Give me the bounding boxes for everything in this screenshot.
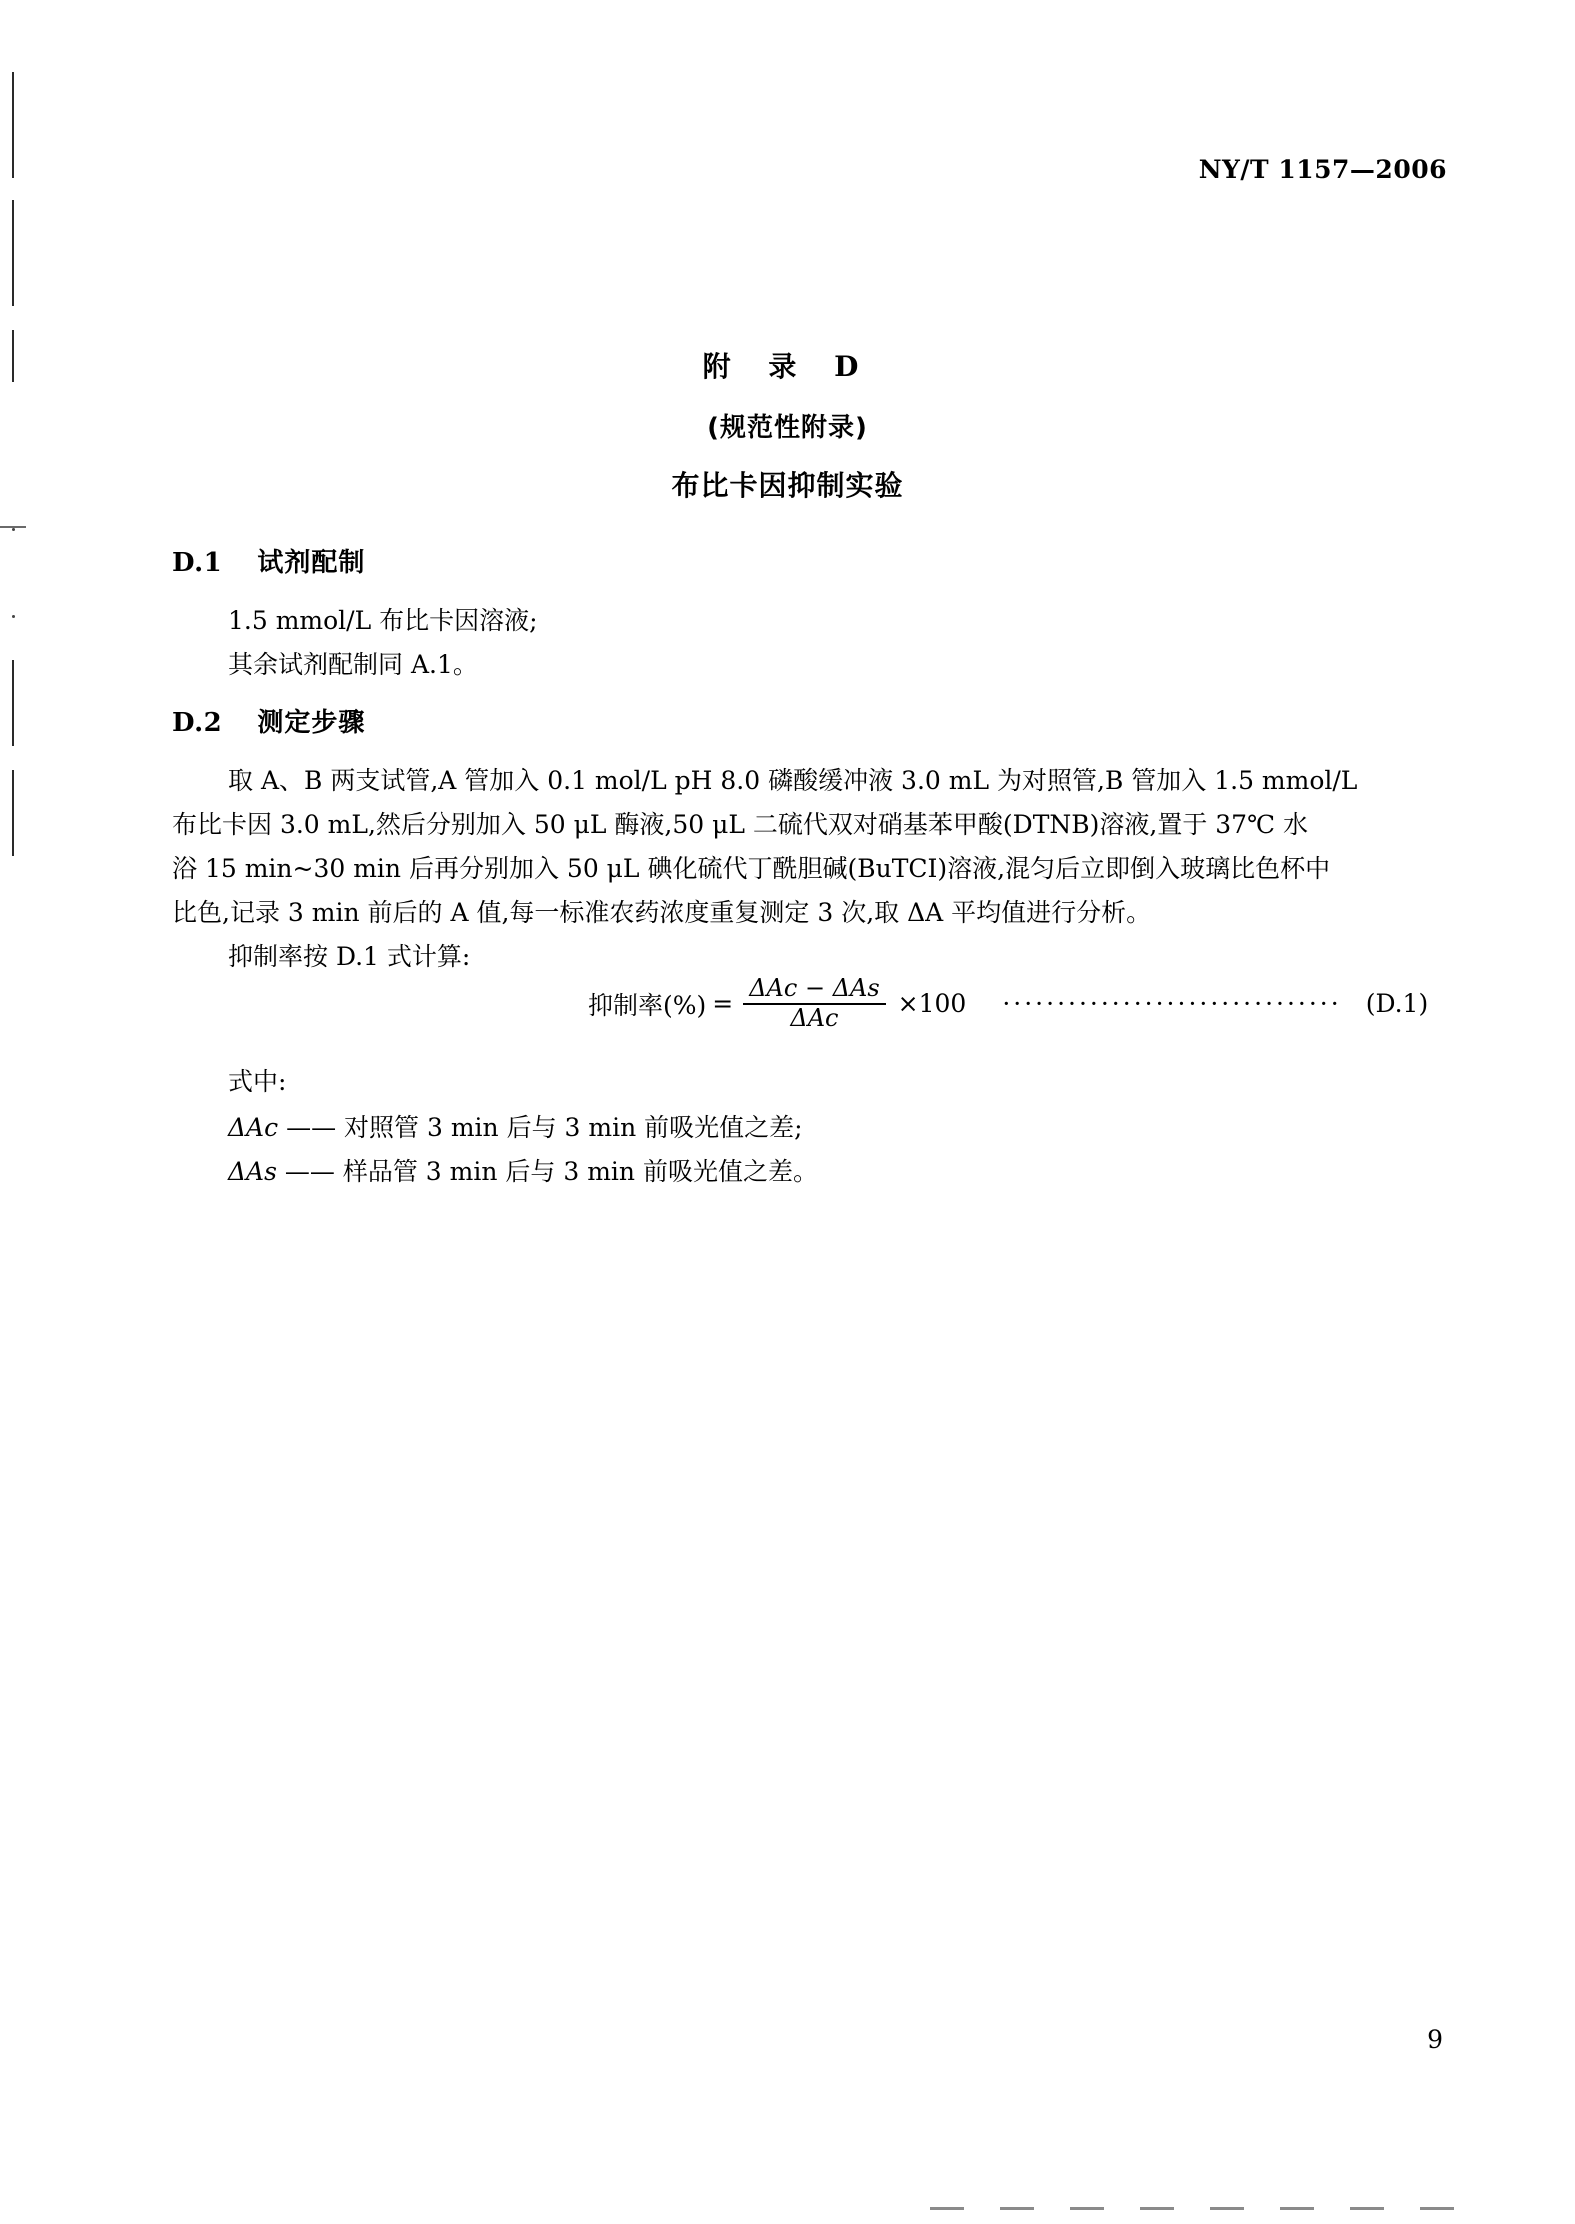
section-d2-line-3: 浴 15 min~30 min 后再分别加入 50 μL 碘化硫代丁酰胆碱(BuTCI)溶液,混匀后立即倒入玻璃比色杯中 xyxy=(172,854,1331,883)
where-dash: —— xyxy=(286,1113,337,1142)
section-d2-line-1: 取 A、B 两支试管,A 管加入 0.1 mol/L pH 8.0 磷酸缓冲液 3.0 mL 为对照管,B 管加入 1.5 mmol/L xyxy=(228,766,1358,795)
annex-kind: (规范性附录) xyxy=(707,413,868,443)
edge-mark xyxy=(1280,2207,1314,2210)
section-number-d1: D.1 xyxy=(172,548,223,578)
where-symbol: ΔAc xyxy=(228,1113,279,1142)
where-item-delta-ac xyxy=(228,1108,803,1144)
section-heading-d1 xyxy=(172,542,365,579)
formula-equals: = xyxy=(712,989,734,1019)
margin-dot xyxy=(12,528,15,531)
where-definition: 对照管 3 min 后与 3 min 前吸光值之差; xyxy=(344,1113,803,1142)
edge-mark xyxy=(1070,2207,1104,2210)
section-d2-line-2: 布比卡因 3.0 mL,然后分别加入 50 μL 酶液,50 μL 二硫代双对硝基苯甲酸(DTNB)溶液,置于 37℃ 水 xyxy=(172,810,1309,839)
formula-fraction xyxy=(743,975,885,1032)
margin-tick xyxy=(12,200,14,306)
formula-reference: (D.1) xyxy=(1365,989,1429,1019)
where-symbol: ΔAs xyxy=(228,1157,277,1186)
margin-tick xyxy=(12,660,14,746)
running-header-standard-number: NY/T 1157—2006 xyxy=(1198,155,1447,184)
where-dash: —— xyxy=(284,1157,335,1186)
annex-title-block xyxy=(0,345,1575,504)
where-lead: 式中: xyxy=(228,1067,287,1096)
section-number-d2: D.2 xyxy=(172,708,223,738)
formula-lead: 抑制率(%) xyxy=(588,990,707,1020)
where-item-delta-as xyxy=(228,1152,818,1188)
margin-tick xyxy=(12,72,14,178)
section-title-d2: 测定步骤 xyxy=(257,708,366,738)
edge-mark xyxy=(1350,2207,1384,2210)
section-d1-line-2: 其余试剂配制同 A.1。 xyxy=(228,650,478,679)
margin-dot xyxy=(12,615,15,618)
annex-name: 布比卡因抑制实验 xyxy=(671,469,904,502)
formula-numerator: ΔAc − ΔAs xyxy=(749,974,880,1002)
section-d2-line-5: 抑制率按 D.1 式计算: xyxy=(228,942,471,971)
margin-tick xyxy=(12,770,14,856)
annex-label: 附 录 D xyxy=(702,350,873,383)
formula-tail: ×100 xyxy=(897,989,967,1019)
section-d1-line-1: 1.5 mmol/L 布比卡因溶液; xyxy=(228,606,538,635)
formula-d1 xyxy=(0,975,1575,1032)
margin-dash xyxy=(0,526,26,528)
edge-mark xyxy=(1000,2207,1034,2210)
formula-leader-dots: ······························· xyxy=(1002,989,1342,1019)
where-definition: 样品管 3 min 后与 3 min 前吸光值之差。 xyxy=(342,1157,818,1186)
edge-mark xyxy=(930,2207,964,2210)
section-title-d1: 试剂配制 xyxy=(257,548,366,578)
edge-mark xyxy=(1210,2207,1244,2210)
section-d2-line-4: 比色,记录 3 min 前后的 A 值,每一标准农药浓度重复测定 3 次,取 ΔA 平均值进行分析。 xyxy=(172,898,1152,927)
formula-denominator: ΔAc xyxy=(790,1003,839,1032)
edge-mark xyxy=(1420,2207,1454,2210)
section-heading-d2 xyxy=(172,702,365,739)
page-number: 9 xyxy=(1427,2025,1443,2054)
edge-mark xyxy=(1140,2207,1174,2210)
